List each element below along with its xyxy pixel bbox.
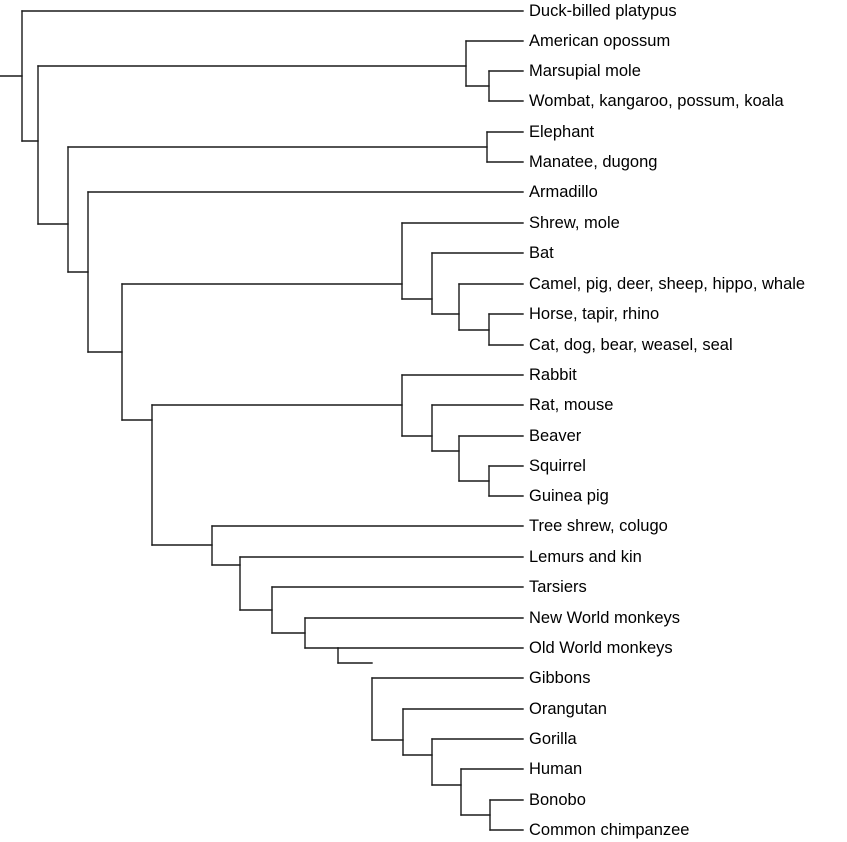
taxon-label-platypus: Duck-billed platypus [529, 1, 677, 20]
taxon-label-rat: Rat, mouse [529, 395, 614, 414]
taxon-label-orangutan: Orangutan [529, 699, 607, 718]
taxon-label-bat: Bat [529, 243, 554, 262]
taxon-label-chimp: Common chimpanzee [529, 820, 690, 839]
taxon-label-treeshrew: Tree shrew, colugo [529, 516, 668, 535]
taxon-label-lemurs: Lemurs and kin [529, 547, 642, 566]
branch-line-group [0, 11, 523, 830]
taxon-label-gorilla: Gorilla [529, 729, 577, 748]
taxon-label-horse: Horse, tapir, rhino [529, 304, 660, 323]
taxon-label-camel: Camel, pig, deer, sheep, hippo, whale [529, 274, 806, 293]
taxon-label-bonobo: Bonobo [529, 790, 586, 809]
taxon-label-cat: Cat, dog, bear, weasel, seal [529, 335, 733, 354]
taxon-label-rabbit: Rabbit [529, 365, 577, 384]
taxon-label-nwmonkeys: New World monkeys [529, 608, 680, 627]
taxon-label-gibbons: Gibbons [529, 668, 591, 687]
taxon-label-squirrel: Squirrel [529, 456, 586, 475]
taxon-label-owmonkeys: Old World monkeys [529, 638, 673, 657]
taxon-label-wombat: Wombat, kangaroo, possum, koala [529, 91, 784, 110]
taxon-label-beaver: Beaver [529, 426, 582, 445]
taxon-label-elephant: Elephant [529, 122, 595, 141]
taxon-label-marsupial: Marsupial mole [529, 61, 641, 80]
taxon-label-manatee: Manatee, dugong [529, 152, 658, 171]
taxon-label-human: Human [529, 759, 583, 778]
taxon-label-shrew: Shrew, mole [529, 213, 620, 232]
taxon-label-guineapig: Guinea pig [529, 486, 609, 505]
taxon-label-tarsiers: Tarsiers [529, 577, 587, 596]
taxon-label-armadillo: Armadillo [529, 182, 598, 201]
taxon-label-opossum: American opossum [529, 31, 671, 50]
